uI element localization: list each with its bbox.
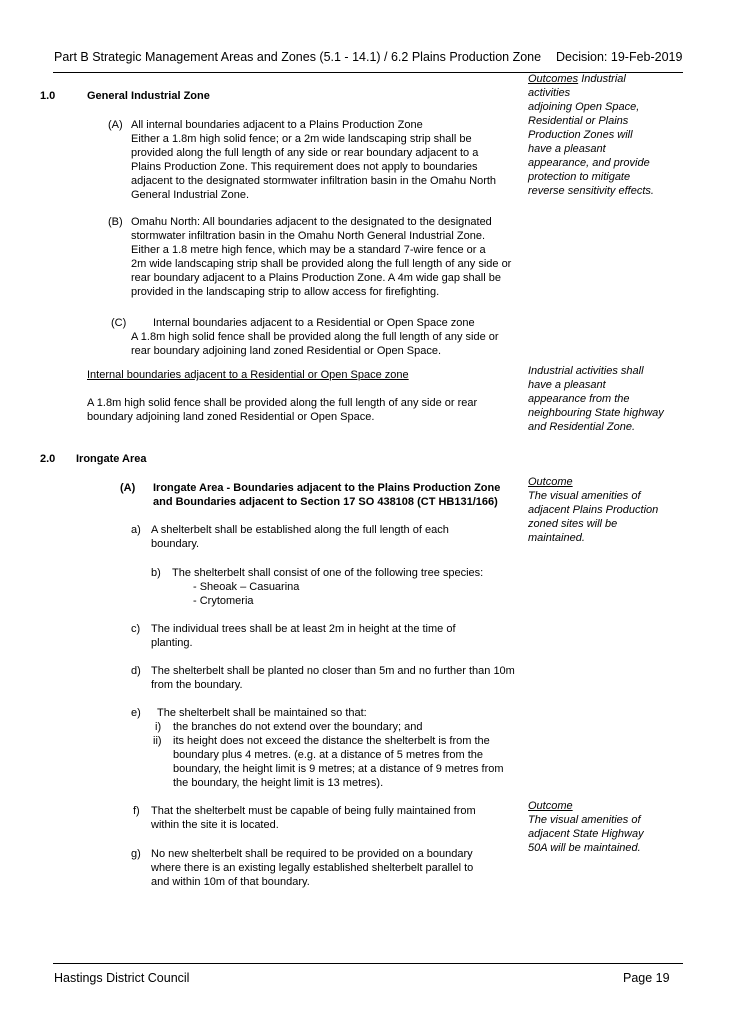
item-label-e: e) xyxy=(131,707,141,719)
item-a-text: A shelterbelt shall be established along the full length of each boundary. xyxy=(151,524,449,550)
item-label-c: c) xyxy=(131,623,141,635)
clause-c-heading: Internal boundaries adjacent to a Residential or Open Space zone xyxy=(153,317,475,329)
sub-label-ii: ii) xyxy=(153,735,162,747)
clause-a-text: All internal boundaries adjacent to a Plains Production Zone Either a 1.8m high solid fence; or a 2m wide landscaping strip shall be provided along the full length of any side or rear boundary adjacent to a Plains Production Zone. This requirement does not apply to boundaries adjacent to the designated stormwater infiltration basin in the Omahu North General Industrial Zone. xyxy=(131,119,497,201)
clause-c-text: A 1.8m high solid fence shall be provided along the full length of any side or rear boundary adjoining land zoned Residential or Open Space. xyxy=(131,331,499,357)
item-label-g: g) xyxy=(131,848,141,860)
outcomes-heading: Outcomes xyxy=(528,73,579,85)
section-title-general-industrial: General Industrial Zone xyxy=(87,90,210,102)
footer-page-number: Page 19 xyxy=(623,971,670,985)
species-list xyxy=(193,580,299,608)
item-e-text: The shelterbelt shall be maintained so that: xyxy=(157,707,367,719)
outcome-state-highway: Outcome The visual amenities of adjacent State Highway 50A will be maintained. xyxy=(528,799,663,855)
item-c-text: The individual trees shall be at least 2m in height at the time of planting. xyxy=(151,623,456,649)
item-label-d: d) xyxy=(131,665,141,677)
item-b-text: The shelterbelt shall consist of one of the following tree species: xyxy=(172,567,484,579)
section-number-1: 1.0 xyxy=(40,90,56,102)
item-d-text: The shelterbelt shall be planted no closer than 5m and no further than 10m from the boundary. xyxy=(151,665,515,691)
species-item: - Sheoak – Casuarina xyxy=(193,581,300,593)
outcome-industrial-activities: Industrial activities shall have a pleasant appearance from the neighbouring State highway and Residential Zone. xyxy=(528,365,664,433)
footer-council-name: Hastings District Council xyxy=(54,971,190,985)
internal-boundaries-text: A 1.8m high solid fence shall be provided along the full length of any side or rear boundary adjoining land zoned Residential or Open Space. xyxy=(87,397,478,423)
sub-i-text: the branches do not extend over the boundary; and xyxy=(173,721,423,733)
footer-rule xyxy=(53,963,683,964)
item-g-text: No new shelterbelt shall be required to be provided on a boundary where there is an existing legally established shelterbelt parallel to and within 10m of that boundary. xyxy=(151,848,474,888)
sub-ii-text: its height does not exceed the distance the shelterbelt is from the boundary plus 4 metres. (e.g. at a distance of 5 metres from the boundary, the height limit is 9 metres; at a distance of 9 metres from the boundary, the height limit is 13 metres). xyxy=(173,735,504,789)
species-item: - Crytomeria xyxy=(193,595,254,607)
clause-label-b: (B) xyxy=(108,216,123,228)
item-f-text: That the shelterbelt must be capable of being fully maintained from within the site it is located. xyxy=(151,805,476,831)
clause-label-2a: (A) xyxy=(120,482,136,494)
outcome-heading: Outcome xyxy=(528,476,573,488)
outcome-general-industrial: Outcomes Industrial activities adjoining Open Space, Residential or Plains Production Zones will have a pleasant appearance, and provide protection to mitigate reverse sensitivity effects. xyxy=(528,73,654,197)
clause-label-a: (A) xyxy=(108,119,123,131)
item-label-b: b) xyxy=(151,567,161,579)
clause-label-c: (C) xyxy=(111,317,127,329)
clause-b-text: Omahu North: All boundaries adjacent to the designated to the designated stormwater infiltration basin in the Omahu North General Industrial Zone. Either a 1.8 metre high fence, which may be a standard 7-wire fence or a 2m wide landscaping strip shall be provided along the full length of any side or rear boundary adjacent to a Plains Production Zone. A 4m wide gap shall be provided in the landscaping strip to allow access for firefighting. xyxy=(131,216,512,298)
internal-boundaries-heading: Internal boundaries adjacent to a Residential or Open Space zone xyxy=(87,369,409,381)
page-header-title: Part B Strategic Management Areas and Zones (5.1 - 14.1) / 6.2 Plains Production Zone xyxy=(54,50,542,64)
sub-label-i: i) xyxy=(155,721,162,733)
section-title-irongate: Irongate Area xyxy=(76,453,147,465)
outcome-heading: Outcome xyxy=(528,800,573,812)
page-header-date: Decision: 19-Feb-2019 xyxy=(556,50,683,64)
item-label-f: f) xyxy=(133,805,140,817)
outcome-plains-production: Outcome The visual amenities of adjacent Plains Production zoned sites will be maintained. xyxy=(528,475,678,545)
section-number-2: 2.0 xyxy=(40,453,56,465)
item-label-a: a) xyxy=(131,524,141,536)
clause-2a-heading: Irongate Area - Boundaries adjacent to the Plains Production Zone and Boundaries adjacent to Section 17 SO 438108 (CT HB131/166) xyxy=(153,482,501,508)
